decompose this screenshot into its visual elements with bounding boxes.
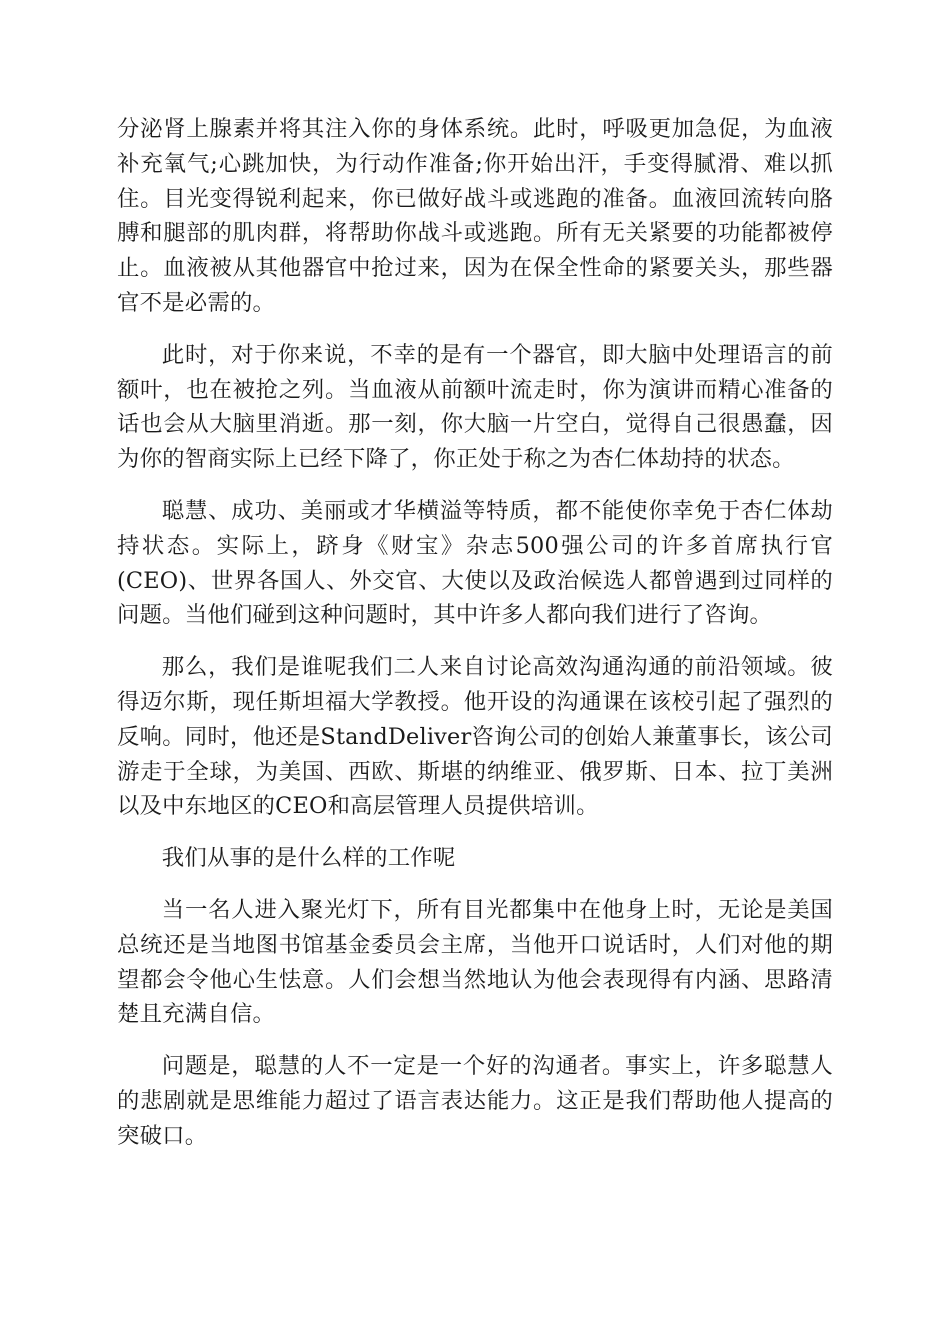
paragraph: 此时，对于你来说，不幸的是有一个器官，即大脑中处理语言的前额叶，也在被抢之列。当血液从前额叶流走时，你为演讲而精心准备的话也会从大脑里消逝。那一刻，你大脑一片空白，觉得自己很愚蠢，因为你的智商实际上已经下降了，你正处于称之为杏仁体劫持的状态。 bbox=[117, 341, 833, 473]
paragraph: 当一名人进入聚光灯下，所有目光都集中在他身上时，无论是美国总统还是当地图书馆基金委员会主席，当他开口说话时，人们对他的期望都会令他心生怯意。人们会想当然地认为他会表现得有内涵、思路清楚且充满自信。 bbox=[117, 896, 833, 1028]
paragraph: 那么，我们是谁呢我们二人来自讨论高效沟通沟通的前沿领域。彼得迈尔斯，现任斯坦福大学教授。他开设的沟通课在该校引起了强烈的反响。同时，他还是StandDeliver咨询公司的创始人兼董事长，该公司游走于全球，为美国、西欧、斯堪的纳维亚、俄罗斯、日本、拉丁美洲以及中东地区的CEO和高层管理人员提供培训。 bbox=[117, 654, 833, 820]
paragraph: 聪慧、成功、美丽或才华横溢等特质，都不能使你幸免于杏仁体劫持状态。实际上，跻身《财宝》杂志500强公司的许多首席执行官(CEO)、世界各国人、外交官、大使以及政治候选人都曾遇到过同样的问题。当他们碰到这种问题时，其中许多人都向我们进行了咨询。 bbox=[117, 497, 833, 629]
paragraph: 问题是，聪慧的人不一定是一个好的沟通者。事实上，许多聪慧人的悲剧就是思维能力超过了语言表达能力。这正是我们帮助他人提高的突破口。 bbox=[117, 1053, 833, 1149]
paragraph: 分泌肾上腺素并将其注入你的身体系统。此时，呼吸更加急促，为血液补充氧气;心跳加快，为行动作准备;你开始出汗，手变得腻滑、难以抓住。目光变得锐利起来，你已做好战斗或逃跑的准备。血液回流转向胳膊和腿部的肌肉群，将帮助你战斗或逃跑。所有无关紧要的功能都被停止。血液被从其他器官中抢过来，因为在保全性命的紧要关头，那些器官不是必需的。 bbox=[117, 116, 833, 316]
document-page bbox=[117, 112, 833, 1171]
section-question: 我们从事的是什么样的工作呢 bbox=[161, 845, 456, 872]
